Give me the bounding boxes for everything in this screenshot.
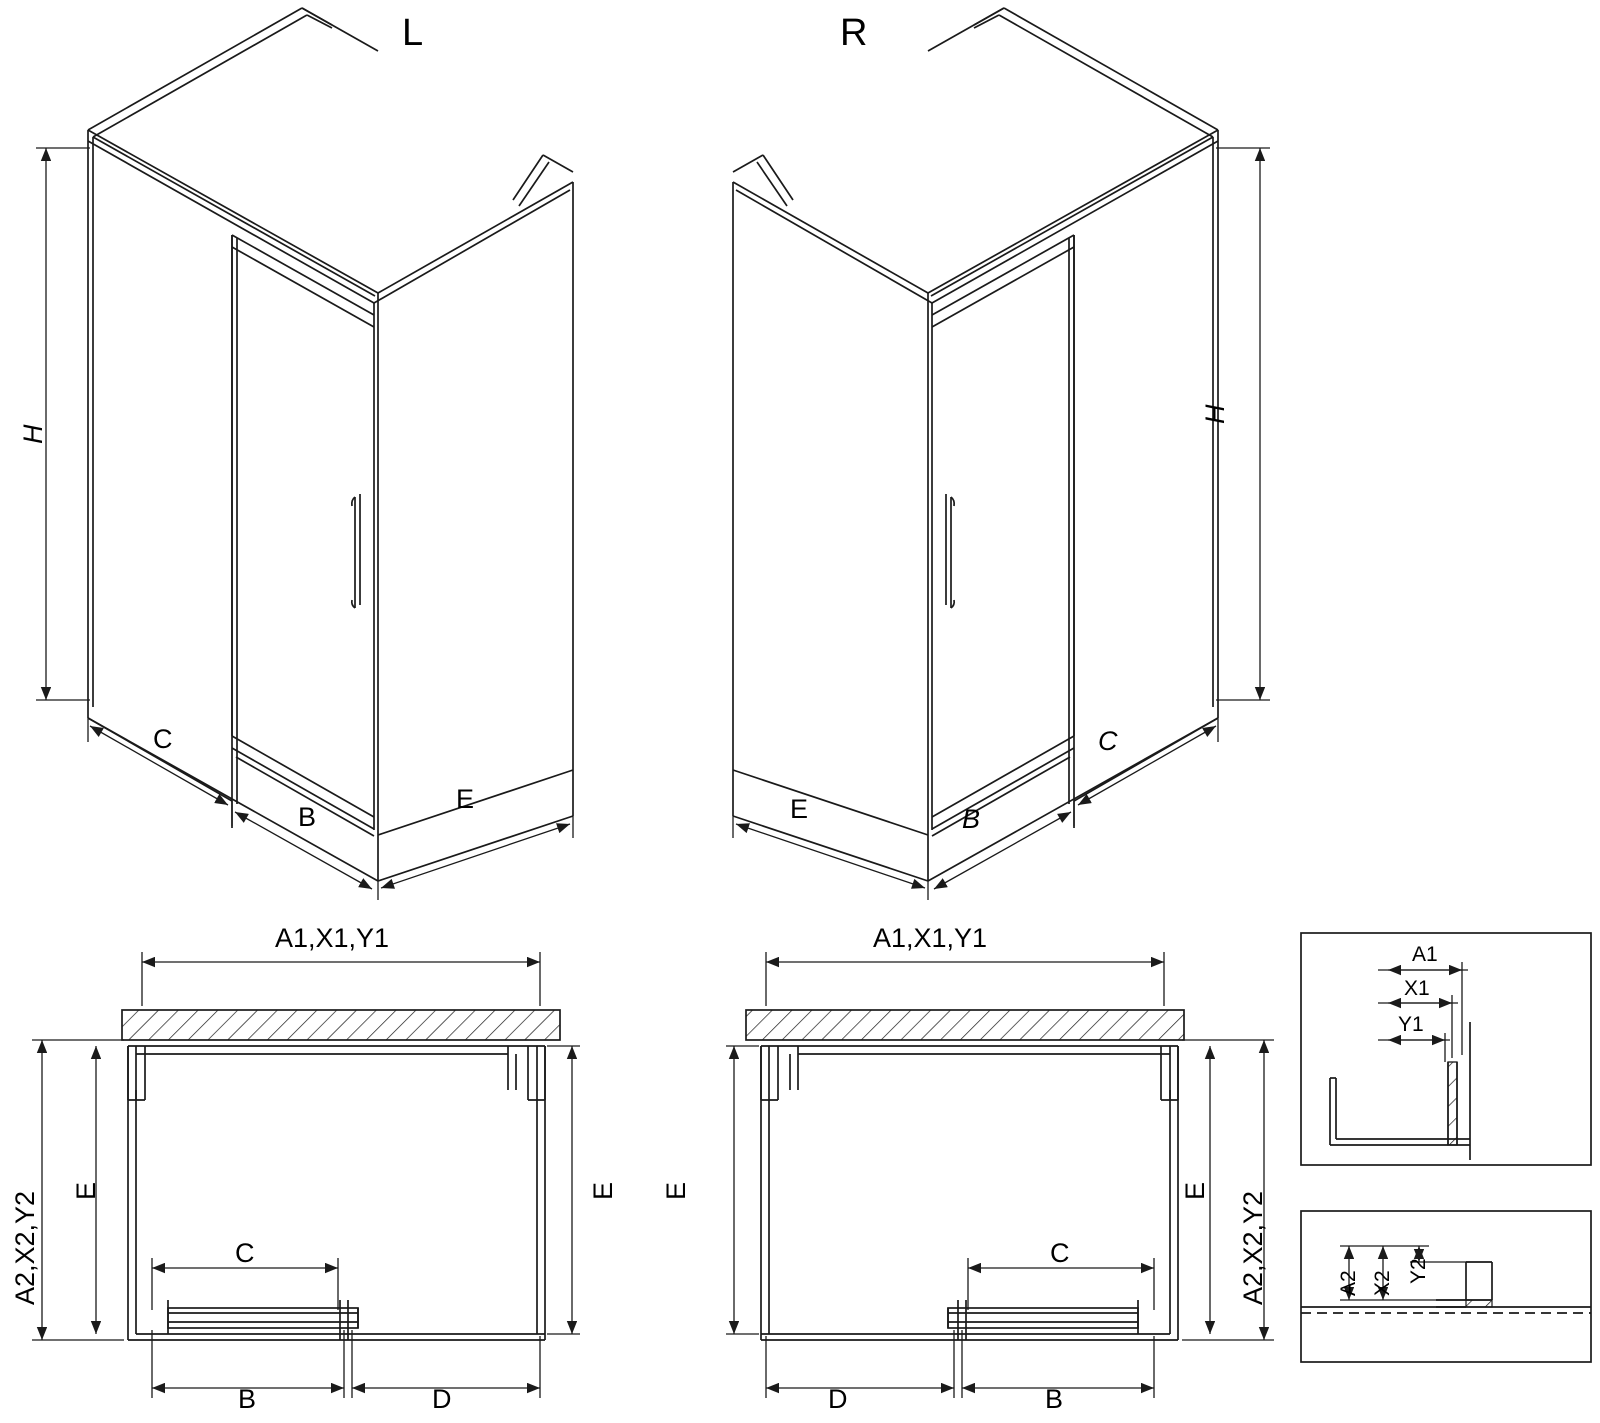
detail-bottom-dim-y2: Y2 <box>1407 1258 1430 1284</box>
plan-right <box>746 1010 1184 1340</box>
plan-left-dim-d: D <box>432 1384 452 1414</box>
plan-left-side-dim-e-left: E <box>71 1181 101 1200</box>
detail-top-dim-x1: X1 <box>1404 977 1430 1000</box>
iso-left-dim-e: E <box>456 784 475 814</box>
iso-right-height-label: H <box>1200 404 1230 424</box>
detail-top-dim-a1: A1 <box>1412 943 1438 966</box>
detail-bottom-dim-x2: X2 <box>1371 1270 1394 1296</box>
plan-left-dim-c: C <box>235 1238 255 1268</box>
right-variant-label: R <box>840 12 868 54</box>
plan-right-dim-b: B <box>1045 1384 1064 1414</box>
plan-left-outer-dim: A2,X2,Y2 <box>10 1190 40 1305</box>
iso-left-dim-c: C <box>153 724 173 754</box>
iso-right-dim-H <box>1216 148 1270 700</box>
plan-left-side-dim-e-right: E <box>588 1181 618 1200</box>
plan-right-dim-c: C <box>1050 1238 1070 1268</box>
iso-right-enclosure <box>733 8 1218 881</box>
plan-right-outer-dim: A2,X2,Y2 <box>1238 1190 1268 1305</box>
iso-right-dim-c: C <box>1098 726 1118 756</box>
plan-right-top-dim: A1,X1,Y1 <box>873 923 988 953</box>
iso-right-dim-b: B <box>962 804 981 834</box>
detail-top <box>1301 933 1591 1165</box>
iso-left-dim-b: B <box>298 802 317 832</box>
plan-left-top-dim: A1,X1,Y1 <box>275 923 390 953</box>
iso-right-dim-e: E <box>790 794 809 824</box>
plan-right-side-dim-e-right: E <box>1180 1181 1210 1200</box>
detail-top-dim-y1: Y1 <box>1398 1013 1424 1036</box>
detail-bottom-dim-a2: A2 <box>1337 1270 1360 1296</box>
iso-left-height-label: H <box>18 424 48 444</box>
plan-right-side-dim-e-left: E <box>661 1181 691 1200</box>
left-variant-label: L <box>402 12 424 54</box>
plan-right-dim-d: D <box>828 1384 848 1414</box>
plan-left-dim-b: B <box>238 1384 257 1414</box>
plan-left <box>122 1010 560 1340</box>
